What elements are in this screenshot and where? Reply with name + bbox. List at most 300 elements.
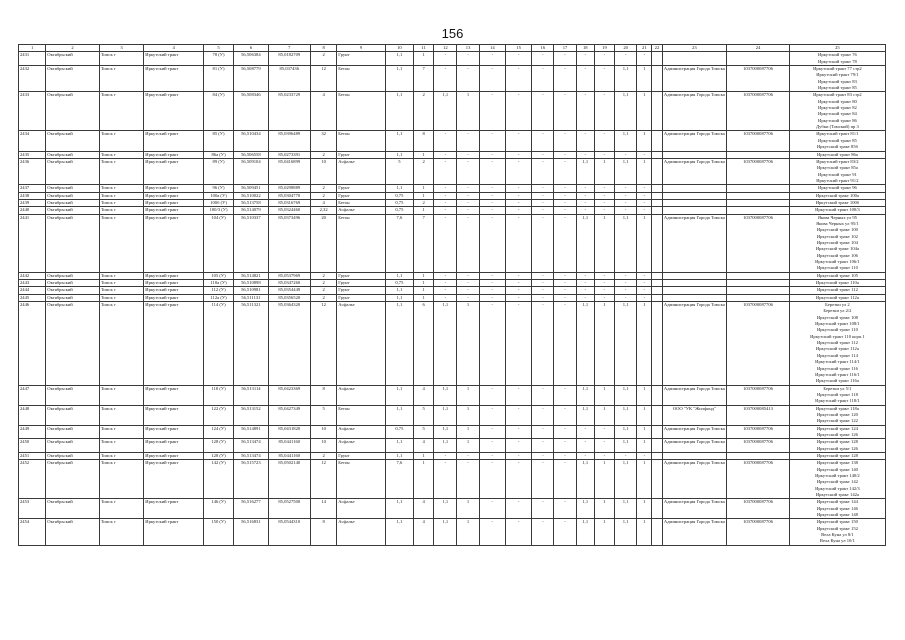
address-line: Иркутский тракт 83/2 (816, 158, 859, 164)
table-cell (652, 207, 662, 214)
table-cell: - (434, 460, 457, 499)
table-row (19, 460, 886, 499)
table-row (19, 425, 886, 439)
table-cell: Иркутский тракт (144, 199, 204, 206)
table-cell: Администрация Города Томска (662, 385, 727, 405)
table-cell: 1 (414, 294, 434, 301)
table-cell: 85,0373496 (268, 214, 310, 272)
address-list-cell (789, 439, 885, 453)
table-cell: 1 (637, 385, 652, 405)
address-list-cell (789, 405, 885, 425)
table-cell: 2435 (19, 151, 46, 158)
table-cell (727, 52, 790, 66)
table-cell: - (457, 192, 479, 199)
table-cell: Администрация Города Томска (662, 425, 727, 439)
address-line: Вела Куна ул 8/1 (821, 532, 854, 538)
address-list-cell (789, 207, 885, 214)
table-row (19, 66, 886, 92)
table-cell: Октябрьский (46, 287, 100, 294)
table-cell: 1 (637, 460, 652, 499)
table-row (19, 302, 886, 385)
table-cell: 1,1 (615, 214, 637, 272)
table-cell: 112а (У) (203, 294, 233, 301)
table-cell (662, 151, 727, 158)
table-cell: Грунт (337, 294, 386, 301)
table-cell: - (576, 452, 594, 459)
table-cell: - (554, 66, 576, 92)
table-cell: 1 (594, 385, 614, 405)
table-cell: 85,0316769 (268, 199, 310, 206)
table-cell: 10 (310, 439, 336, 453)
table-cell: 100а (У) (203, 192, 233, 199)
table-cell: - (457, 280, 479, 287)
column-number-22: 22 (652, 45, 662, 52)
table-cell: 1 (457, 302, 479, 385)
table-cell: - (615, 151, 637, 158)
table-cell: - (554, 499, 576, 519)
column-number-14: 14 (479, 45, 505, 52)
table-cell: - (505, 131, 531, 151)
table-cell: 1,1 (576, 460, 594, 499)
table-cell (727, 192, 790, 199)
table-cell: Администрация Города Томска (662, 66, 727, 92)
table-cell: 2441 (19, 214, 46, 272)
address-line: Иркутский тракт 83 стр2 (813, 92, 862, 98)
table-cell: Администрация Города Томска (662, 214, 727, 272)
table-cell: Иркутский тракт (144, 460, 204, 499)
column-number-8: 8 (310, 45, 336, 52)
table-cell: Грунт (337, 192, 386, 199)
address-line: Иркутский тракт 126 (816, 445, 858, 451)
table-cell: 89 (У) (203, 158, 233, 184)
table-row (19, 131, 886, 151)
table-cell: 1,1 (385, 385, 413, 405)
table-cell: 85,0502140 (268, 460, 310, 499)
table-cell (662, 185, 727, 192)
column-number-19: 19 (594, 45, 614, 52)
table-cell (727, 272, 790, 279)
table-cell: 1 (414, 192, 434, 199)
address-line: Иркутский тракт 104 (816, 239, 858, 245)
address-line: Иркутский тракт 85б (816, 144, 858, 150)
table-cell: Октябрьский (46, 519, 100, 545)
table-cell: 12 (310, 302, 336, 385)
address-line: Иркутский тракт 118 (816, 391, 858, 397)
address-line: Иркутский тракт 100а (815, 192, 859, 198)
address-line: Иркутский тракт 140 (816, 466, 858, 472)
table-cell: - (554, 294, 576, 301)
table-cell: Асфальт (337, 499, 386, 519)
table-cell: 1037000087706 (727, 92, 790, 131)
table-cell: 56,510434 (234, 131, 268, 151)
table-row (19, 280, 886, 287)
table-cell: Октябрьский (46, 192, 100, 199)
table-cell: 85,0304770 (268, 192, 310, 199)
table-cell: Иркутский тракт (144, 294, 204, 301)
column-number-15: 15 (505, 45, 531, 52)
table-cell: 105 (У) (203, 272, 233, 279)
table-cell: 85,0356520 (268, 294, 310, 301)
table-cell: - (457, 66, 479, 92)
address-list-cell (789, 158, 885, 184)
table-cell: - (554, 214, 576, 272)
table-cell: - (594, 131, 614, 151)
table-cell: 0,75 (385, 207, 413, 214)
table-cell: - (457, 151, 479, 158)
table-cell: 2 (310, 192, 336, 199)
table-cell: - (594, 52, 614, 66)
table-cell: - (505, 214, 531, 272)
table-cell: 1,1 (434, 519, 457, 545)
table-cell (652, 185, 662, 192)
address-list-cell (789, 499, 885, 519)
table-cell: - (594, 192, 614, 199)
address-line: Иркутский тракт 76 (818, 52, 857, 58)
table-cell: Иркутский тракт (144, 131, 204, 151)
table-cell: 2,32 (310, 207, 336, 214)
address-line: Иркутский тракт 118/1 (815, 398, 860, 404)
table-cell: - (532, 66, 554, 92)
table-cell: - (594, 66, 614, 92)
column-number-25: 25 (789, 45, 885, 52)
table-cell (727, 185, 790, 192)
table-cell: 4 (414, 519, 434, 545)
table-cell: - (532, 158, 554, 184)
table-cell: 6 (414, 302, 434, 385)
address-list-cell (789, 452, 885, 459)
address-line: Иркутский тракт 100/3 (815, 207, 860, 213)
table-cell: 1037000087706 (727, 131, 790, 151)
column-number-4: 4 (144, 45, 204, 52)
table-cell: 1,1 (615, 425, 637, 439)
table-cell: 1,1 (615, 385, 637, 405)
table-cell: - (532, 92, 554, 131)
table-cell: Томск г (99, 287, 143, 294)
column-number-5: 5 (203, 45, 233, 52)
table-cell: 1,1 (615, 158, 637, 184)
table-cell: - (532, 272, 554, 279)
table-cell: 56,509451 (234, 185, 268, 192)
table-cell (662, 207, 727, 214)
table-row (19, 52, 886, 66)
table-cell: 84 (У) (203, 92, 233, 131)
table-cell: 4 (414, 499, 434, 519)
table-cell: Грунт (337, 151, 386, 158)
table-cell: - (576, 185, 594, 192)
table-cell: 1,1 (615, 302, 637, 385)
table-cell: - (457, 452, 479, 459)
table-cell: 1,1 (434, 499, 457, 519)
table-cell: - (637, 185, 652, 192)
table-cell: Октябрьский (46, 302, 100, 385)
table-cell: - (479, 385, 505, 405)
table-cell: - (505, 287, 531, 294)
table-cell: Томск г (99, 92, 143, 131)
address-line: Иркутский тракт 138 (816, 460, 858, 466)
table-cell: - (532, 151, 554, 158)
table-cell: - (505, 519, 531, 545)
table-cell: 112 (У) (203, 287, 233, 294)
table-cell: - (532, 439, 554, 453)
table-cell: - (434, 158, 457, 184)
table-cell: 56,516831 (234, 519, 268, 545)
table-row (19, 499, 886, 519)
table-cell: - (554, 385, 576, 405)
table-row (19, 272, 886, 279)
table-cell: 1037000087706 (727, 214, 790, 272)
table-cell: 1 (414, 207, 434, 214)
table-cell (662, 452, 727, 459)
table-cell: Томск г (99, 385, 143, 405)
table-cell: Октябрьский (46, 294, 100, 301)
table-cell: - (554, 207, 576, 214)
table-cell: - (576, 294, 594, 301)
table-cell (652, 385, 662, 405)
table-cell: 85,0324460 (268, 207, 310, 214)
table-cell: Томск г (99, 207, 143, 214)
table-row (19, 519, 886, 545)
table-cell: 104 (У) (203, 214, 233, 272)
table-cell: - (479, 151, 505, 158)
table-cell: 1037000087706 (727, 302, 790, 385)
table-cell: 56,513474 (234, 452, 268, 459)
table-cell: - (434, 131, 457, 151)
table-cell: 2439 (19, 199, 46, 206)
address-line: Иркутский тракт 142 (816, 479, 858, 485)
table-cell: 85,0416899 (268, 158, 310, 184)
table-cell: - (615, 207, 637, 214)
table-cell: - (505, 385, 531, 405)
table-cell: Бетон (337, 460, 386, 499)
table-cell: - (532, 287, 554, 294)
table-cell: 56,508779 (234, 66, 268, 92)
table-cell: Администрация Города Томска (662, 92, 727, 131)
table-cell: - (505, 158, 531, 184)
table-cell: - (505, 425, 531, 439)
address-line: Иркутский тракт 108/1 (815, 321, 860, 327)
table-cell: 100б (У) (203, 199, 233, 206)
table-row (19, 92, 886, 131)
table-cell (652, 460, 662, 499)
table-cell: Асфальт (337, 302, 386, 385)
column-number-18: 18 (576, 45, 594, 52)
table-cell: Октябрьский (46, 405, 100, 425)
table-cell: 4 (414, 439, 434, 453)
table-cell: 56,513114 (234, 385, 268, 405)
address-line: Иркутский тракт 86 (818, 117, 857, 123)
table-cell (652, 280, 662, 287)
address-line: Иркутский тракт 91/2 (816, 177, 859, 183)
table-cell: - (615, 52, 637, 66)
address-line: Иркутский тракт 82 (818, 105, 857, 111)
address-line: Иркутский тракт 106/1 (815, 259, 860, 264)
table-cell: - (505, 151, 531, 158)
address-line: Иркутский тракт 77 стр2 (813, 66, 862, 72)
table-cell: Иркутский тракт (144, 302, 204, 385)
table-cell: 1,1 (615, 92, 637, 131)
address-line: Иркутский тракт 78 (818, 58, 857, 64)
address-line: Иркутский тракт 142/3 (815, 485, 860, 491)
table-cell: 85,037436 (268, 66, 310, 92)
table-cell: 56,509104 (234, 158, 268, 184)
table-cell (652, 272, 662, 279)
table-cell: Томск г (99, 439, 143, 453)
table-cell: - (554, 287, 576, 294)
address-line: Иркутский тракт 116/1 (815, 371, 860, 377)
address-line: Иркутский тракт 80 (818, 98, 857, 104)
table-cell: - (434, 185, 457, 192)
address-line: Иркутский тракт 112 (816, 287, 858, 293)
table-cell: - (479, 405, 505, 425)
table-cell: Иркутский тракт (144, 499, 204, 519)
table-cell: 1,1 (615, 405, 637, 425)
table-cell: - (532, 199, 554, 206)
table-cell: - (576, 92, 594, 131)
table-cell (652, 92, 662, 131)
address-line: Иркутский тракт 81/1 (816, 131, 859, 137)
table-cell: 1 (637, 499, 652, 519)
table-cell: 1,1 (615, 519, 637, 545)
table-cell: - (479, 185, 505, 192)
table-cell: Администрация Города Томска (662, 499, 727, 519)
table-cell: Октябрьский (46, 92, 100, 131)
table-cell (662, 280, 727, 287)
table-cell: 2449 (19, 425, 46, 439)
table-cell: - (505, 185, 531, 192)
table-cell: 85,0298889 (268, 185, 310, 192)
table-cell: - (532, 452, 554, 459)
address-line: Якова Черных ул 95 (817, 214, 857, 220)
table-cell: Асфальт (337, 519, 386, 545)
column-number-6: 6 (234, 45, 268, 52)
address-line: Иркутский тракт 100б (815, 199, 860, 205)
table-cell: 142 (У) (203, 460, 233, 499)
table-cell: 1,1 (615, 66, 637, 92)
table-cell: - (434, 452, 457, 459)
address-line: Иркутский тракт 146 (816, 505, 858, 511)
address-line: Иркутский тракт 144 (816, 499, 858, 505)
column-number-10: 10 (385, 45, 413, 52)
table-cell: 1 (457, 92, 479, 131)
address-list-cell (789, 199, 885, 206)
table-cell: 7,6 (385, 460, 413, 499)
address-list-cell (789, 287, 885, 294)
table-cell: 5 (310, 405, 336, 425)
address-line: Иркутский тракт 118а (815, 405, 859, 411)
table-cell: 5 (414, 425, 434, 439)
column-number-24: 24 (727, 45, 790, 52)
table-cell: 1 (594, 302, 614, 385)
table-cell: - (505, 272, 531, 279)
address-list-cell (789, 185, 885, 192)
address-line: Якова Черных ул 95/1 (816, 220, 859, 226)
table-cell: - (505, 192, 531, 199)
table-cell: 78 (У) (203, 52, 233, 66)
table-cell: Иркутский тракт (144, 214, 204, 272)
table-header-row (19, 45, 886, 52)
table-cell: 1037000087706 (727, 519, 790, 545)
address-line: Иркутский тракт 122 (816, 418, 858, 424)
table-cell: - (554, 405, 576, 425)
address-line: Иркутский тракт 84 (818, 111, 857, 117)
table-cell: 2445 (19, 294, 46, 301)
table-cell (727, 294, 790, 301)
table-cell: - (457, 460, 479, 499)
table-cell: Асфальт (337, 439, 386, 453)
table-cell: - (457, 272, 479, 279)
table-cell: Иркутский тракт (144, 52, 204, 66)
table-cell: Томск г (99, 499, 143, 519)
table-cell: 1 (637, 302, 652, 385)
table-cell: Томск г (99, 452, 143, 459)
table-cell: - (457, 207, 479, 214)
table-cell: 2 (414, 199, 434, 206)
table-cell: 1,1 (385, 452, 413, 459)
table-cell: 1,1 (434, 405, 457, 425)
table-cell: - (479, 131, 505, 151)
table-cell: - (434, 151, 457, 158)
table-cell: Грунт (337, 272, 386, 279)
table-cell: 1037000087706 (727, 499, 790, 519)
table-cell: - (594, 272, 614, 279)
table-cell: - (505, 302, 531, 385)
table-cell: 2433 (19, 92, 46, 131)
table-cell: Октябрьский (46, 499, 100, 519)
table-cell: - (532, 294, 554, 301)
table-cell: 10 (310, 158, 336, 184)
table-row (19, 385, 886, 405)
table-row (19, 199, 886, 206)
table-cell: Администрация Города Томска (662, 519, 727, 545)
table-cell: Асфальт (337, 385, 386, 405)
table-cell: 1037000087706 (727, 385, 790, 405)
table-cell: - (505, 452, 531, 459)
table-cell: 56,511321 (234, 302, 268, 385)
table-cell: 1 (457, 425, 479, 439)
column-number-3: 3 (99, 45, 143, 52)
table-cell: - (532, 185, 554, 192)
table-cell (727, 151, 790, 158)
table-cell (662, 52, 727, 66)
table-cell: - (434, 294, 457, 301)
table-cell: 2454 (19, 519, 46, 545)
table-cell: 1 (414, 52, 434, 66)
table-cell (652, 405, 662, 425)
table-cell: Иркутский тракт (144, 425, 204, 439)
table-cell: 1 (414, 272, 434, 279)
table-cell: - (615, 199, 637, 206)
table-cell: 1037000087706 (727, 158, 790, 184)
table-cell: 1,1 (385, 92, 413, 131)
table-cell (662, 287, 727, 294)
table-cell: 1,1 (576, 214, 594, 272)
table-cell: Томск г (99, 214, 143, 272)
table-cell: - (615, 452, 637, 459)
table-cell: 56,510898 (234, 280, 268, 287)
table-cell: - (479, 66, 505, 92)
table-cell: - (479, 272, 505, 279)
table-cell: 1037000087706 (727, 425, 790, 439)
table-cell: - (505, 207, 531, 214)
table-cell: - (479, 207, 505, 214)
table-cell: - (479, 425, 505, 439)
table-cell: - (457, 131, 479, 151)
table-cell: 85,0233729 (268, 92, 310, 131)
table-cell: 1 (414, 185, 434, 192)
table-cell: Томск г (99, 66, 143, 92)
table-cell: 85,0423369 (268, 385, 310, 405)
table-cell: 85,0273391 (268, 151, 310, 158)
